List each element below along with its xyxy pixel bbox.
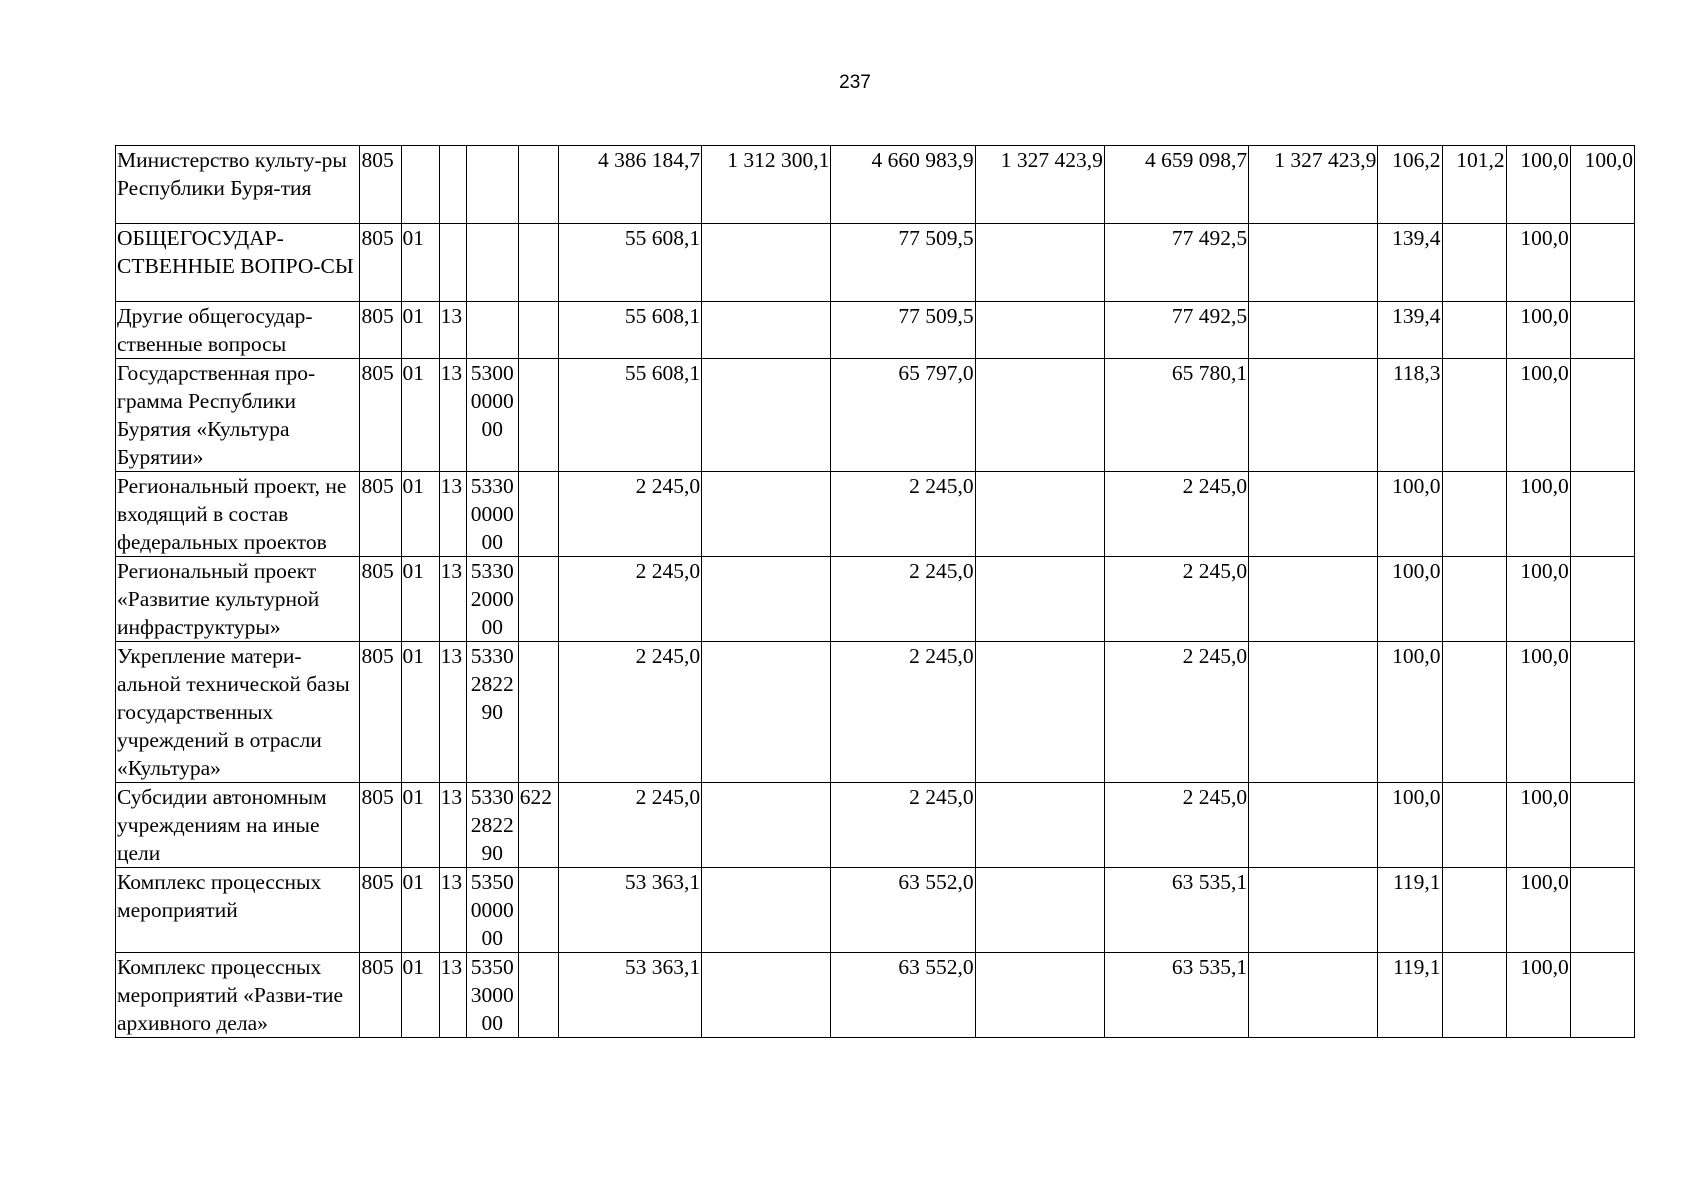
amount-cell: 1 327 423,9	[1249, 146, 1378, 224]
amount-cell	[1249, 642, 1378, 783]
percent-cell: 100,0	[1506, 472, 1570, 557]
amount-cell: 77 492,5	[1104, 224, 1248, 302]
amount-cell: 77 509,5	[831, 302, 975, 359]
target-article-cell: 5330 0000 00	[466, 472, 518, 557]
amount-cell	[702, 783, 831, 868]
amount-cell: 65 797,0	[831, 359, 975, 472]
percent-cell: 100,0	[1570, 146, 1634, 224]
percent-cell: 100,0	[1506, 868, 1570, 953]
expense-type-cell	[518, 302, 558, 359]
page-number: 237	[839, 72, 871, 93]
percent-cell: 100,0	[1378, 472, 1442, 557]
amount-cell: 4 660 983,9	[831, 146, 975, 224]
row-name-cell: Региональный проект «Развитие культурной инфраструктуры»	[116, 557, 360, 642]
target-article-cell: 5330 2822 90	[466, 783, 518, 868]
amount-cell: 55 608,1	[558, 359, 701, 472]
row-name-cell: Комплекс процессных мероприятий	[116, 868, 360, 953]
percent-cell	[1442, 783, 1506, 868]
expense-type-cell	[518, 359, 558, 472]
amount-cell	[975, 557, 1104, 642]
row-name-cell: Государственная про-грамма Республики Бурятия «Культура Бурятии»	[116, 359, 360, 472]
expense-type-cell	[518, 146, 558, 224]
amount-cell	[975, 359, 1104, 472]
subsection-code-cell: 13	[439, 642, 466, 783]
amount-cell: 2 245,0	[1104, 557, 1248, 642]
table-row	[116, 642, 1635, 783]
target-article-cell: 5300 0000 00	[466, 359, 518, 472]
expense-type-cell	[518, 557, 558, 642]
row-name-cell: Комплекс процессных мероприятий «Разви-тие архивного дела»	[116, 953, 360, 1038]
percent-cell	[1570, 642, 1634, 783]
percent-cell: 106,2	[1378, 146, 1442, 224]
percent-cell: 100,0	[1506, 557, 1570, 642]
percent-cell: 100,0	[1506, 359, 1570, 472]
percent-cell	[1442, 557, 1506, 642]
amount-cell	[702, 557, 831, 642]
target-article-cell: 5350 0000 00	[466, 868, 518, 953]
amount-cell: 2 245,0	[831, 557, 975, 642]
table-row	[116, 146, 1635, 224]
percent-cell: 118,3	[1378, 359, 1442, 472]
amount-cell	[1249, 868, 1378, 953]
percent-cell: 100,0	[1506, 783, 1570, 868]
grbs-code-cell: 805	[360, 953, 401, 1038]
amount-cell	[975, 472, 1104, 557]
expense-type-cell: 622	[518, 783, 558, 868]
amount-cell: 65 780,1	[1104, 359, 1248, 472]
amount-cell: 77 492,5	[1104, 302, 1248, 359]
percent-cell: 100,0	[1506, 224, 1570, 302]
amount-cell	[702, 224, 831, 302]
amount-cell	[702, 868, 831, 953]
percent-cell	[1442, 359, 1506, 472]
percent-cell: 100,0	[1378, 783, 1442, 868]
target-article-cell: 5330 2822 90	[466, 642, 518, 783]
amount-cell: 2 245,0	[831, 783, 975, 868]
expense-type-cell	[518, 868, 558, 953]
subsection-code-cell: 13	[439, 953, 466, 1038]
amount-cell	[975, 642, 1104, 783]
grbs-code-cell: 805	[360, 557, 401, 642]
percent-cell	[1570, 557, 1634, 642]
percent-cell	[1442, 868, 1506, 953]
percent-cell: 119,1	[1378, 953, 1442, 1038]
amount-cell: 2 245,0	[558, 783, 701, 868]
amount-cell: 2 245,0	[558, 557, 701, 642]
expense-type-cell	[518, 472, 558, 557]
grbs-code-cell: 805	[360, 472, 401, 557]
amount-cell	[1249, 359, 1378, 472]
section-code-cell: 01	[401, 472, 439, 557]
table-row	[116, 953, 1635, 1038]
percent-cell: 101,2	[1442, 146, 1506, 224]
amount-cell: 55 608,1	[558, 224, 701, 302]
amount-cell	[702, 359, 831, 472]
amount-cell	[1249, 224, 1378, 302]
row-name-cell: Министерство культу-ры Республики Буря-тия	[116, 146, 360, 224]
amount-cell	[1249, 783, 1378, 868]
percent-cell	[1570, 472, 1634, 557]
amount-cell: 2 245,0	[831, 642, 975, 783]
row-name-cell: Региональный проект, не входящий в состав федеральных проектов	[116, 472, 360, 557]
amount-cell: 2 245,0	[558, 472, 701, 557]
budget-table	[115, 145, 1635, 1038]
percent-cell: 139,4	[1378, 224, 1442, 302]
section-code-cell: 01	[401, 302, 439, 359]
section-code-cell: 01	[401, 783, 439, 868]
percent-cell: 100,0	[1378, 642, 1442, 783]
row-name-cell: Субсидии автономным учреждениям на иные цели	[116, 783, 360, 868]
subsection-code-cell: 13	[439, 868, 466, 953]
percent-cell	[1442, 302, 1506, 359]
amount-cell	[1249, 302, 1378, 359]
percent-cell	[1570, 868, 1634, 953]
amount-cell	[975, 224, 1104, 302]
expense-type-cell	[518, 642, 558, 783]
amount-cell	[975, 868, 1104, 953]
percent-cell	[1570, 302, 1634, 359]
amount-cell: 1 327 423,9	[975, 146, 1104, 224]
amount-cell	[1249, 557, 1378, 642]
percent-cell	[1442, 224, 1506, 302]
target-article-cell	[466, 302, 518, 359]
percent-cell: 100,0	[1506, 953, 1570, 1038]
amount-cell: 63 535,1	[1104, 953, 1248, 1038]
percent-cell	[1570, 359, 1634, 472]
percent-cell	[1570, 783, 1634, 868]
table-body	[116, 146, 1635, 1038]
grbs-code-cell: 805	[360, 146, 401, 224]
percent-cell	[1442, 953, 1506, 1038]
subsection-code-cell	[439, 146, 466, 224]
amount-cell	[702, 642, 831, 783]
grbs-code-cell: 805	[360, 359, 401, 472]
amount-cell: 2 245,0	[558, 642, 701, 783]
percent-cell	[1442, 642, 1506, 783]
percent-cell	[1570, 953, 1634, 1038]
percent-cell: 100,0	[1506, 302, 1570, 359]
grbs-code-cell: 805	[360, 642, 401, 783]
section-code-cell: 01	[401, 359, 439, 472]
table-row	[116, 868, 1635, 953]
amount-cell: 53 363,1	[558, 953, 701, 1038]
target-article-cell: 5330 2000 00	[466, 557, 518, 642]
percent-cell: 139,4	[1378, 302, 1442, 359]
percent-cell	[1570, 224, 1634, 302]
section-code-cell: 01	[401, 953, 439, 1038]
table-row	[116, 302, 1635, 359]
amount-cell	[1249, 472, 1378, 557]
amount-cell	[702, 953, 831, 1038]
percent-cell	[1442, 472, 1506, 557]
table-row	[116, 224, 1635, 302]
amount-cell: 63 535,1	[1104, 868, 1248, 953]
amount-cell	[702, 302, 831, 359]
subsection-code-cell: 13	[439, 783, 466, 868]
percent-cell: 119,1	[1378, 868, 1442, 953]
percent-cell: 100,0	[1506, 642, 1570, 783]
subsection-code-cell: 13	[439, 472, 466, 557]
amount-cell: 2 245,0	[831, 472, 975, 557]
amount-cell: 53 363,1	[558, 868, 701, 953]
amount-cell: 2 245,0	[1104, 783, 1248, 868]
percent-cell: 100,0	[1506, 146, 1570, 224]
target-article-cell	[466, 146, 518, 224]
target-article-cell	[466, 224, 518, 302]
grbs-code-cell: 805	[360, 302, 401, 359]
amount-cell: 77 509,5	[831, 224, 975, 302]
amount-cell: 55 608,1	[558, 302, 701, 359]
table-row	[116, 783, 1635, 868]
subsection-code-cell: 13	[439, 359, 466, 472]
amount-cell	[975, 953, 1104, 1038]
section-code-cell: 01	[401, 557, 439, 642]
row-name-cell: Другие общегосудар-ственные вопросы	[116, 302, 360, 359]
grbs-code-cell: 805	[360, 783, 401, 868]
amount-cell	[702, 472, 831, 557]
amount-cell: 2 245,0	[1104, 642, 1248, 783]
section-code-cell	[401, 146, 439, 224]
target-article-cell: 5350 3000 00	[466, 953, 518, 1038]
amount-cell	[975, 783, 1104, 868]
amount-cell: 1 312 300,1	[702, 146, 831, 224]
table-row	[116, 557, 1635, 642]
section-code-cell: 01	[401, 868, 439, 953]
subsection-code-cell: 13	[439, 557, 466, 642]
amount-cell: 63 552,0	[831, 868, 975, 953]
grbs-code-cell: 805	[360, 224, 401, 302]
amount-cell: 4 386 184,7	[558, 146, 701, 224]
table-row	[116, 472, 1635, 557]
amount-cell	[1249, 953, 1378, 1038]
expense-type-cell	[518, 224, 558, 302]
amount-cell: 63 552,0	[831, 953, 975, 1038]
grbs-code-cell: 805	[360, 868, 401, 953]
section-code-cell: 01	[401, 224, 439, 302]
amount-cell: 4 659 098,7	[1104, 146, 1248, 224]
row-name-cell: ОБЩЕГОСУДАР-СТВЕННЫЕ ВОПРО-СЫ	[116, 224, 360, 302]
subsection-code-cell: 13	[439, 302, 466, 359]
section-code-cell: 01	[401, 642, 439, 783]
percent-cell: 100,0	[1378, 557, 1442, 642]
amount-cell: 2 245,0	[1104, 472, 1248, 557]
subsection-code-cell	[439, 224, 466, 302]
amount-cell	[975, 302, 1104, 359]
expense-type-cell	[518, 953, 558, 1038]
table-row	[116, 359, 1635, 472]
row-name-cell: Укрепление матери-альной технической базы государственных учреждений в отрасли «Культура»	[116, 642, 360, 783]
